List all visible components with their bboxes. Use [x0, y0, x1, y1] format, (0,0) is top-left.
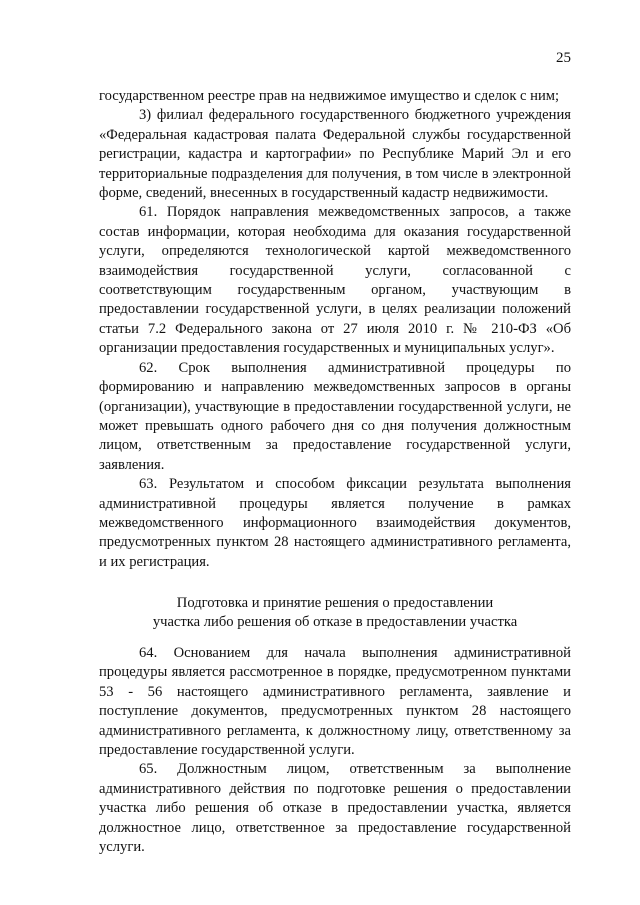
section-heading	[99, 594, 571, 633]
document-body-bottom	[99, 644, 571, 857]
paragraph-62: 62. Срок выполнения административной процедуры по формированию и направлению межведомственных запросов в органы (организации), участвующие в предоставлении государственной услуги, не может превышать одного рабочего дня со дня получения должностным лицом, ответственным за предоставление государственной услуги, заявления.	[99, 359, 571, 473]
document-body-top	[99, 87, 571, 572]
paragraph-63: 63. Результатом и способом фиксации результата выполнения административной процедуры является получение в рамках межведомственного информационного взаимодействия документов, предусмотренных пунктом 28 настоящего административного регламента, и их регистрация.	[99, 476, 571, 570]
page-number: 25	[556, 50, 571, 66]
paragraph-continuation: государственном реестре прав на недвижимое имущество и сделок с ним;	[99, 88, 560, 104]
paragraph-61: 61. Порядок направления межведомственных запросов, а также состав информации, которая необходима для оказания государственной услуги, определяются технологической картой межведомственного взаимодействия государственной услуги, согласованной с соответствующим государственным органом, участвующим в предоставлении государственной услуги, в целях реализации положений статьи 7.2 Федерального закона от 27 июля 2010 г. № 210-ФЗ «Об организации предоставления государственных и муниципальных услуг».	[99, 204, 571, 357]
section-heading-line-2: участка либо решения об отказе в предоставлении участка	[152, 614, 518, 631]
paragraph-64: 64. Основанием для начала выполнения административной процедуры является рассмотренное в порядке, предусмотренном пунктами 53 - 56 настоящего административного регламента, заявление и поступление документов, предусмотренных пунктом 28 настоящего административного регламента, к должностному лицу, ответственному за предоставление государственной услуги.	[99, 645, 571, 759]
section-heading-line-1: Подготовка и принятие решения о предоставлении	[176, 595, 494, 611]
paragraph-item-3: 3) филиал федерального государственного бюджетного учреждения «Федеральная кадастровая палата Федеральной службы государственной регистрации, кадастра и картографии» по Республике Марий Эл и его территориальные подразделения для получения, в том числе в электронной форме, сведений, внесенных в государственный кадастр недвижимости.	[99, 107, 571, 202]
paragraph-65: 65. Должностным лицом, ответственным за выполнение административного действия по подготовке решения о предоставлении участка либо решения об отказе в предоставлении участка, является должностное лицо, ответственное за предоставление государственной услуги.	[99, 761, 571, 856]
